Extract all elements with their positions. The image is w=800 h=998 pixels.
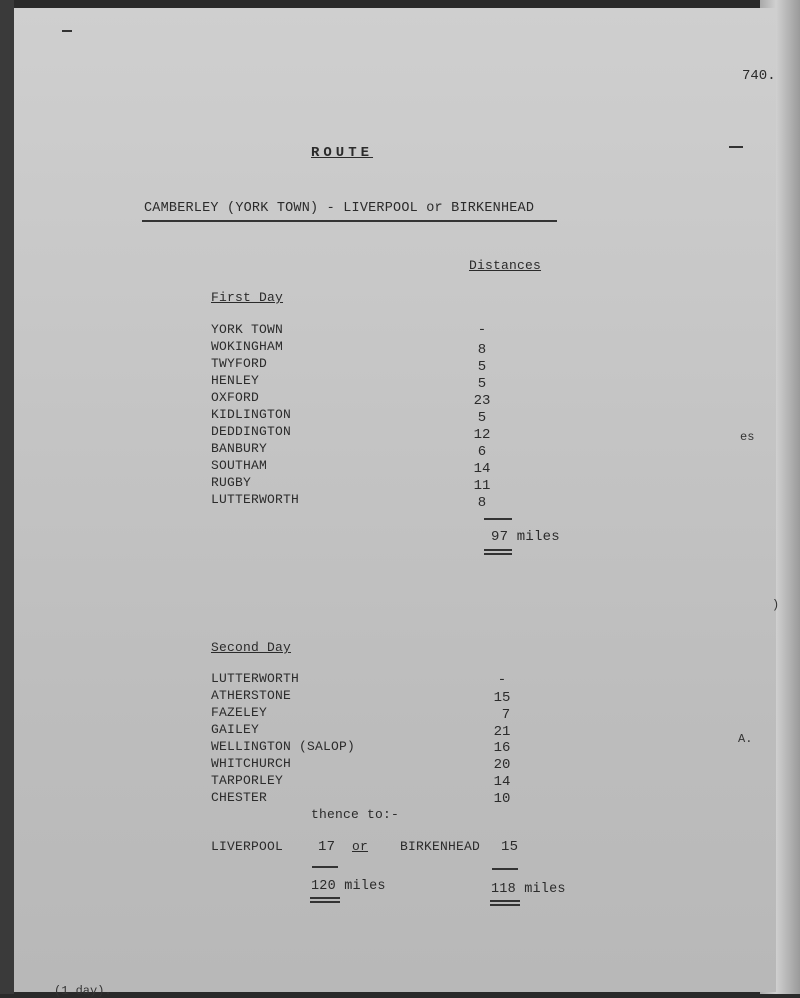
stop-miles: 7 (501, 707, 511, 723)
stop-place: LUTTERWORTH (211, 671, 300, 686)
margin-fragment-bracket: ) (772, 598, 780, 612)
stop-place: RUGBY (211, 475, 252, 490)
stop-miles: 5 (477, 359, 487, 375)
route-subtitle: CAMBERLEY (YORK TOWN) - LIVERPOOL or BIRKENHEAD (144, 201, 535, 216)
stop-miles: 6 (477, 444, 487, 460)
first-day-total: 97 miles (491, 529, 560, 545)
liverpool-double-underline-1 (310, 897, 340, 899)
stop-miles: 20 (493, 757, 511, 773)
stop-miles: 23 (473, 393, 491, 409)
page-title: ROUTE (311, 145, 374, 161)
reference-number: 740. (742, 68, 776, 84)
liverpool-label: LIVERPOOL (211, 839, 284, 854)
first-day-double-underline-2 (484, 553, 512, 555)
thence-to: thence to:- (311, 807, 400, 822)
top-scan-mark (62, 30, 72, 32)
stop-place: ATHERSTONE (211, 688, 292, 703)
liverpool-total: 120 miles (311, 879, 386, 894)
liverpool-double-underline-2 (310, 901, 340, 903)
stop-place: LUTTERWORTH (211, 492, 300, 507)
stop-miles: 8 (477, 495, 487, 511)
stop-place: TARPORLEY (211, 773, 284, 788)
stop-place: FAZELEY (211, 705, 268, 720)
stop-place: WHITCHURCH (211, 756, 292, 771)
stop-miles: 12 (473, 427, 491, 443)
stop-place: CHESTER (211, 790, 268, 805)
stop-miles: 11 (473, 478, 491, 494)
stop-place: OXFORD (211, 390, 260, 405)
stop-place: YORK TOWN (211, 322, 284, 337)
margin-fragment-a: A. (738, 732, 753, 746)
stop-place: WOKINGHAM (211, 339, 284, 354)
bottom-stub-text: (1 day). (54, 984, 112, 998)
subtitle-underline (142, 220, 557, 222)
stop-miles: 15 (493, 690, 511, 706)
birkenhead-label: BIRKENHEAD (400, 839, 481, 854)
scan-left-edge (0, 0, 14, 994)
distances-header: Distances (469, 258, 542, 273)
stop-miles: - (497, 672, 507, 688)
right-scan-mark (729, 146, 743, 148)
stop-place: DEDDINGTON (211, 424, 292, 439)
stop-place: WELLINGTON (SALOP) (211, 739, 356, 754)
liverpool-miles: 17 (318, 839, 336, 855)
first-day-sum-line (484, 518, 512, 520)
first-day-heading: First Day (211, 290, 284, 305)
stop-place: GAILEY (211, 722, 260, 737)
stop-miles: 21 (493, 724, 511, 740)
margin-fragment-es: es (740, 430, 755, 444)
stop-miles: 16 (493, 740, 511, 756)
stop-place: KIDLINGTON (211, 407, 292, 422)
birkenhead-double-underline-1 (490, 900, 520, 902)
stop-place: BANBURY (211, 441, 268, 456)
stop-miles: 14 (493, 774, 511, 790)
stop-place: HENLEY (211, 373, 260, 388)
second-day-heading: Second Day (211, 640, 292, 655)
birkenhead-total: 118 miles (491, 882, 566, 897)
stop-miles: 5 (477, 376, 487, 392)
stop-miles: 5 (477, 410, 487, 426)
birkenhead-double-underline-2 (490, 904, 520, 906)
birkenhead-miles: 15 (501, 839, 519, 855)
stop-miles: 8 (477, 342, 487, 358)
stop-place: TWYFORD (211, 356, 268, 371)
birkenhead-sum-line (492, 868, 518, 870)
stop-miles: 14 (473, 461, 491, 477)
liverpool-sum-line (312, 866, 338, 868)
stop-place: SOUTHAM (211, 458, 268, 473)
stop-miles: 10 (493, 791, 511, 807)
or-word: or (352, 839, 369, 854)
stop-miles: - (477, 322, 487, 338)
document-page (14, 8, 776, 998)
first-day-double-underline-1 (484, 549, 512, 551)
